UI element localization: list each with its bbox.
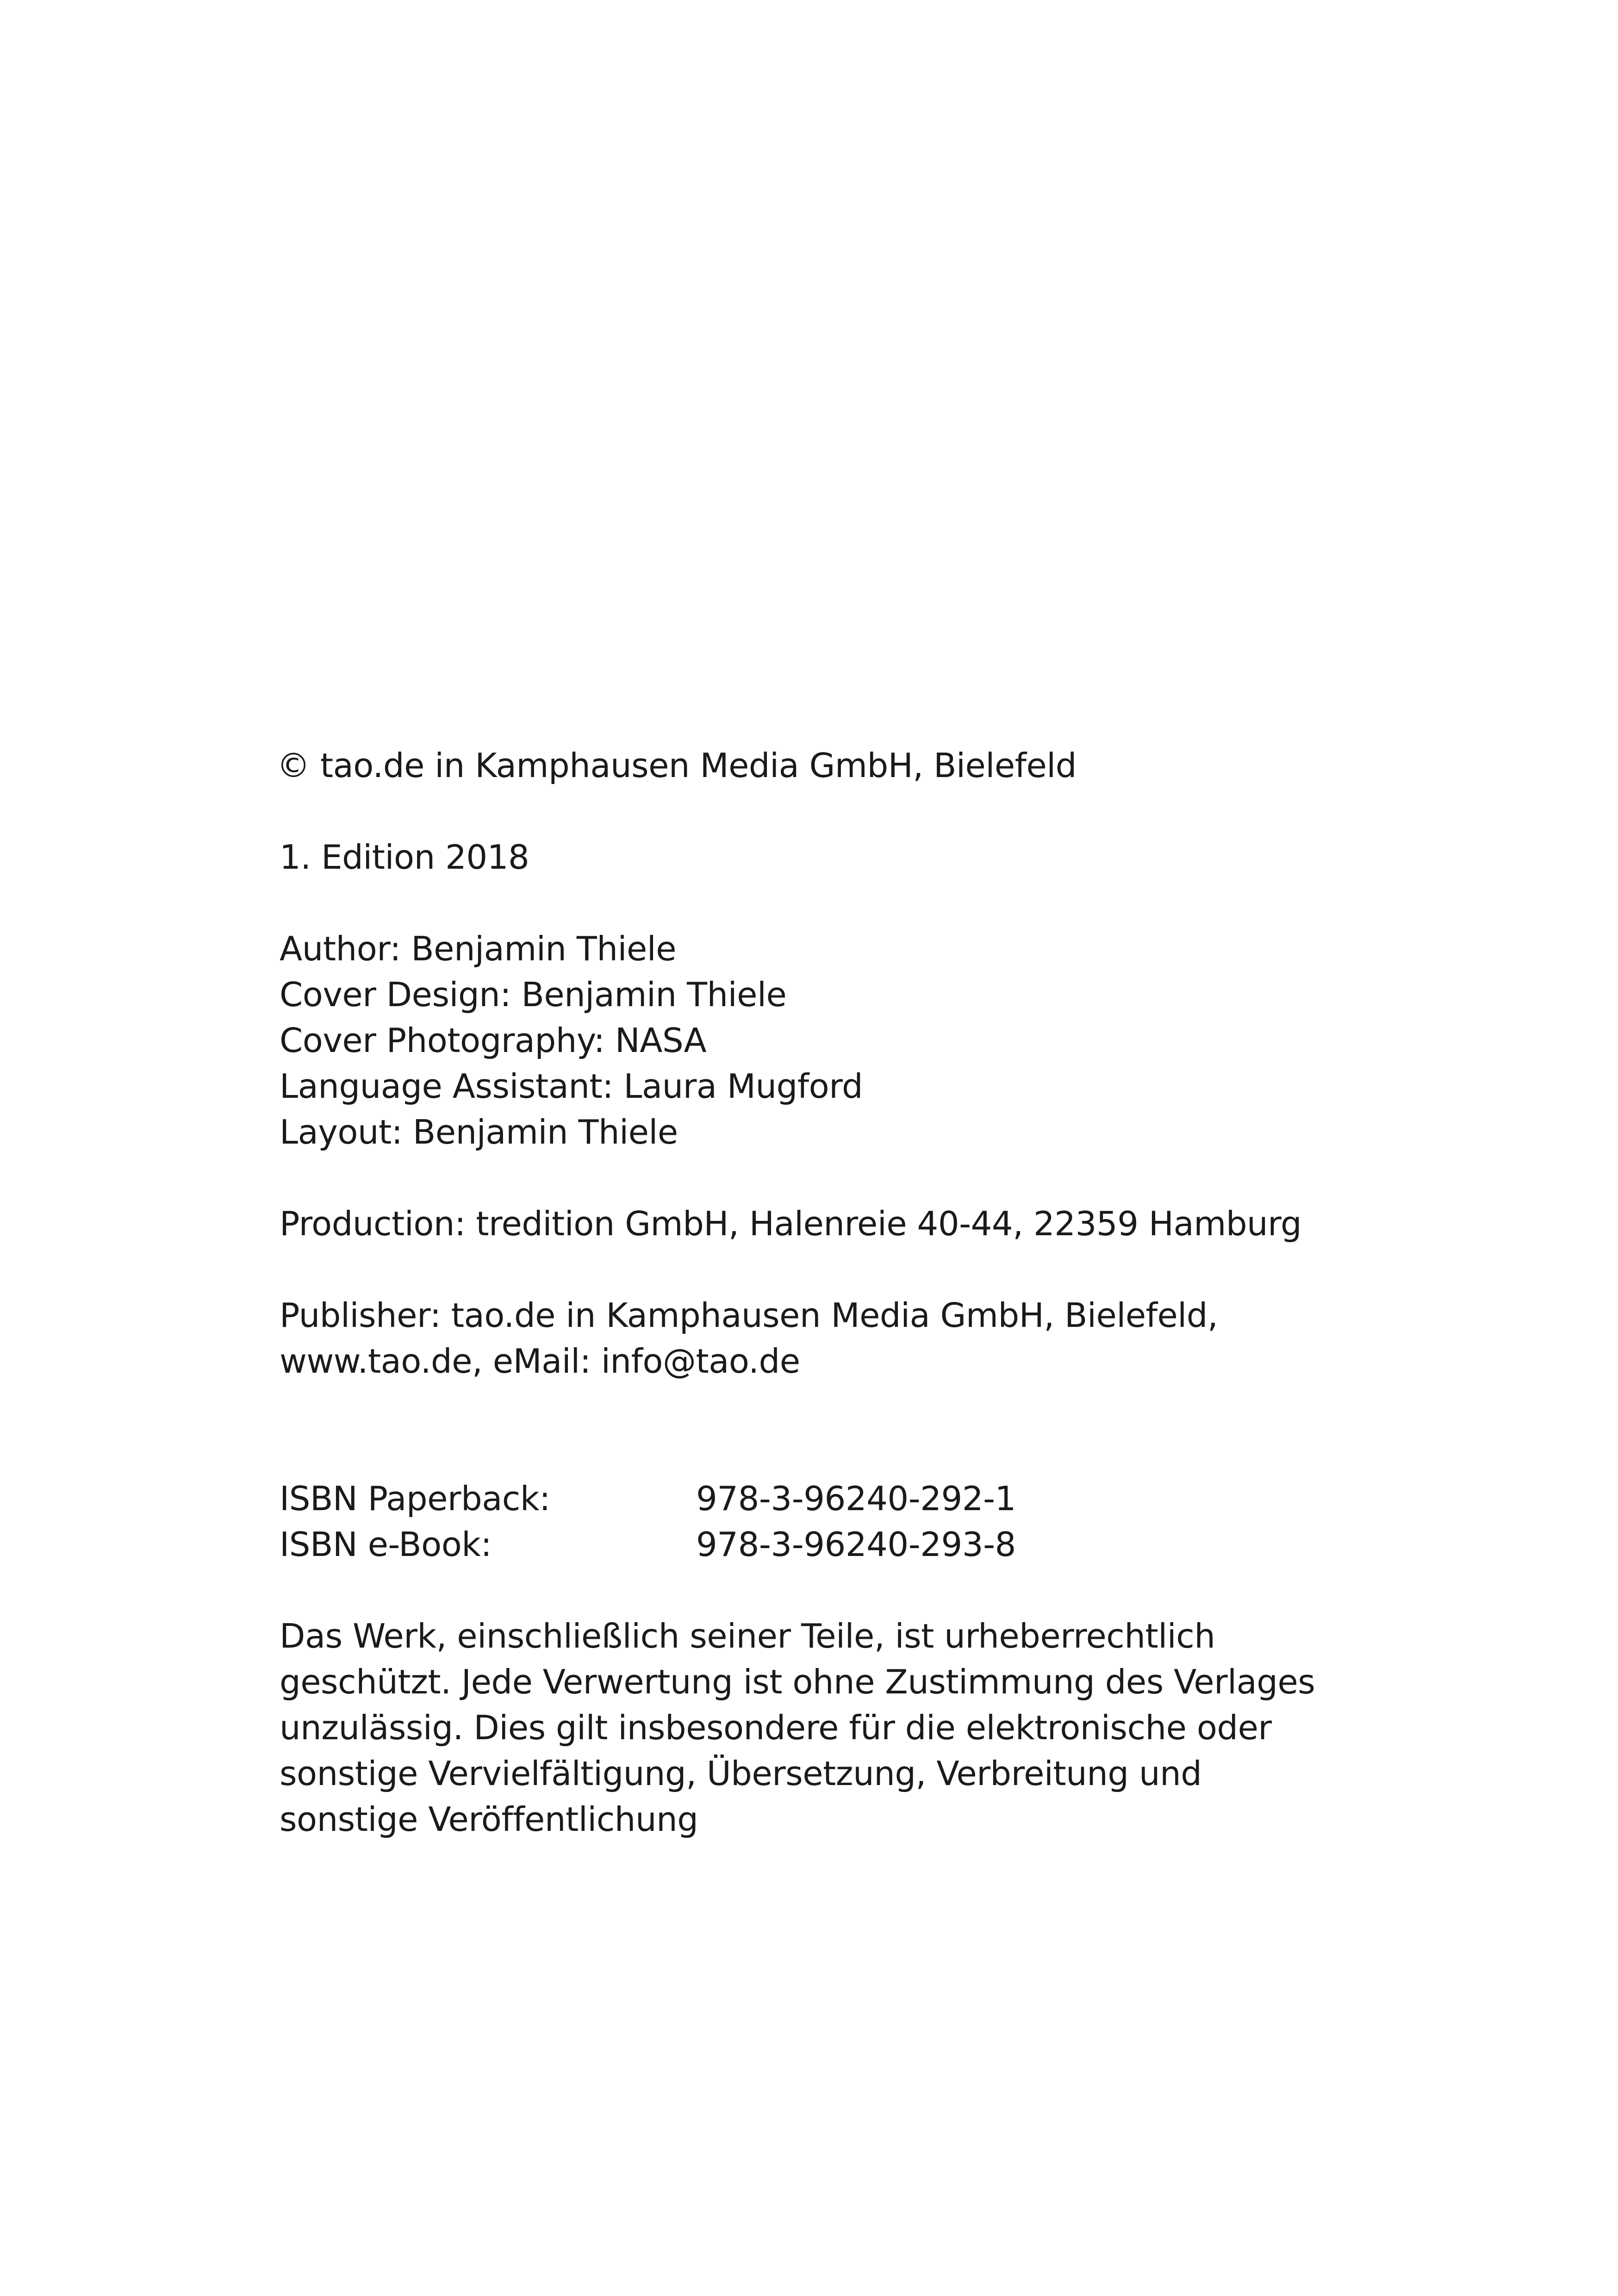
edition-line: 1. Edition 2018 [280,838,529,877]
credit-cover-design: Cover Design: Benjamin Thiele [280,975,787,1014]
spacer [277,1384,1388,1476]
credit-layout: Layout: Benjamin Thiele [280,1113,678,1151]
publisher-line-2: www.tao.de, eMail: info@tao.de [280,1342,800,1381]
copyright-notice: © tao.de in Kamphausen Media GmbH, Bielefeld [277,746,1077,785]
legal-line: geschützt. Jede Verwertung ist ohne Zustimmung des Verlages [280,1662,1315,1701]
isbn-value: 978-3-96240-292-1 [696,1479,1016,1518]
production-line: Production: tredition GmbH, Halenreie 40-44, 22359 Hamburg [280,1204,1302,1243]
credit-language-assistant: Language Assistant: Laura Mugford [280,1067,863,1106]
isbn-row-paperback [277,1476,1388,1522]
legal-line: sonstige Vervielfältigung, Übersetzung, Verbreitung und [280,1754,1202,1793]
legal-notice [277,1613,1388,1842]
spacer [277,1568,1388,1613]
legal-line: unzulässig. Dies gilt insbesondere für die elektronische oder [280,1708,1272,1747]
isbn-value: 978-3-96240-293-8 [696,1525,1016,1564]
isbn-label: ISBN Paperback: [280,1479,550,1518]
spacer [277,1247,1388,1293]
isbn-table [277,1476,1388,1568]
publisher-line-1: Publisher: tao.de in Kamphausen Media GmbH, Bielefeld, [280,1296,1218,1335]
credit-author: Author: Benjamin Thiele [280,929,677,968]
spacer [277,1155,1388,1201]
legal-line: sonstige Veröffentlichung [280,1800,698,1839]
spacer [277,880,1388,926]
spacer [277,789,1388,834]
publisher-block [277,1293,1388,1384]
imprint-block [277,743,1388,1842]
isbn-row-ebook [277,1522,1388,1568]
isbn-label: ISBN e-Book: [280,1525,492,1564]
credits-list [277,926,1388,1155]
credit-cover-photography: Cover Photography: NASA [280,1021,707,1060]
legal-line: Das Werk, einschließlich seiner Teile, ist urheberrechtlich [280,1617,1215,1655]
